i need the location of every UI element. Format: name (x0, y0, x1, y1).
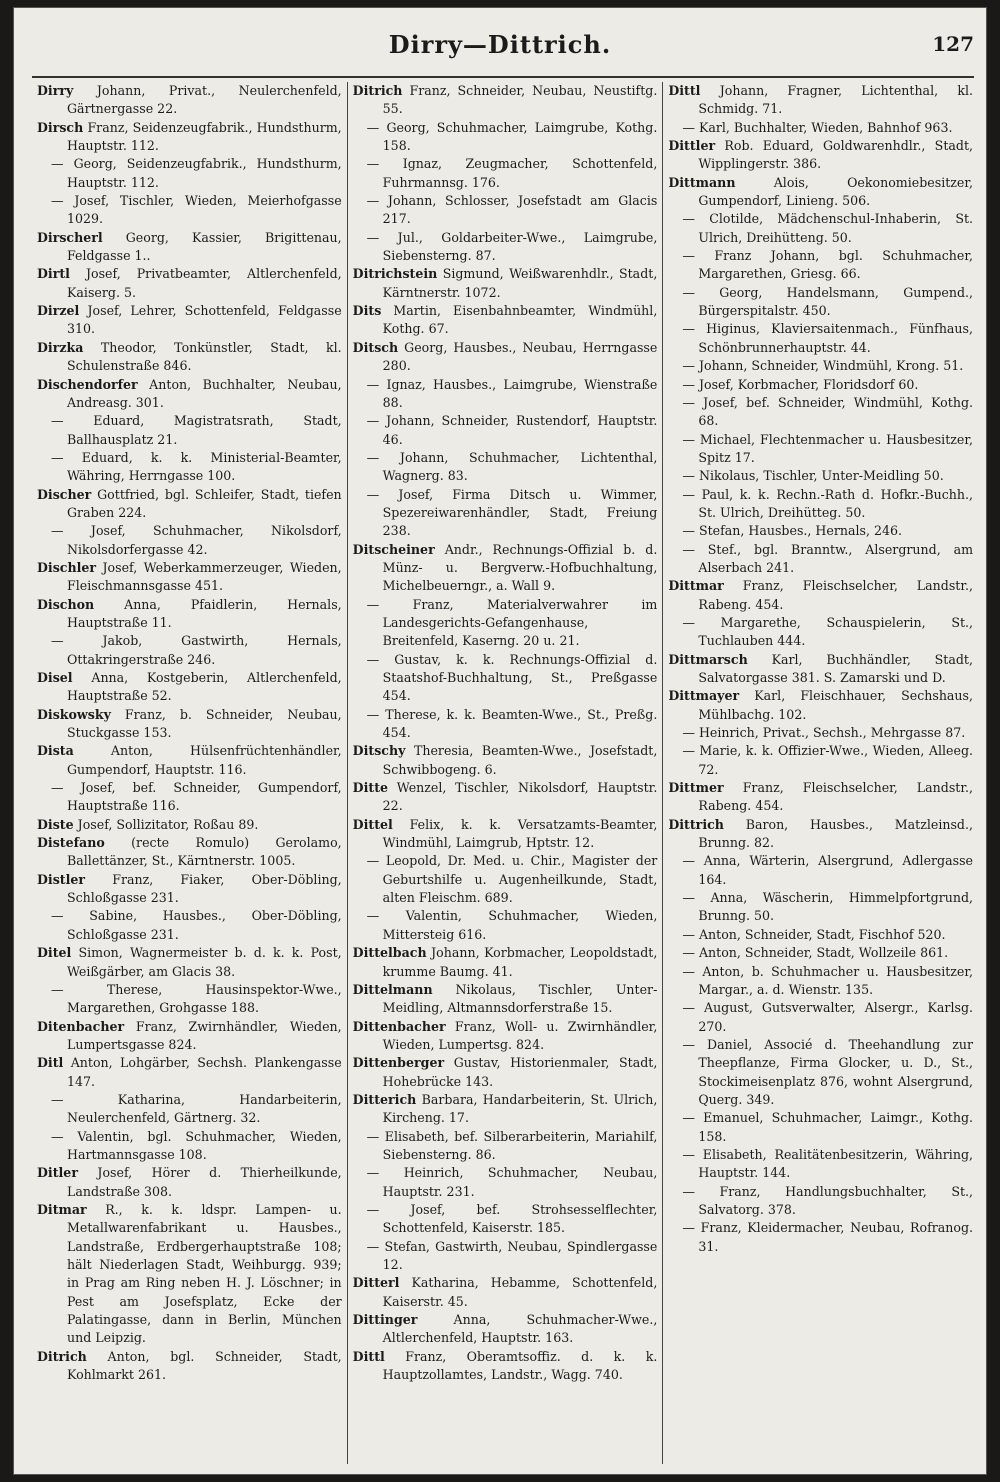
directory-entry (37, 944, 342, 981)
entry-surname: Dits (352, 303, 382, 319)
entry-surname: Disel (37, 670, 73, 685)
entry-text: — Therese, k. k. Beamten-Wwe., St., Preßg. 454. (366, 706, 658, 741)
entry-text: Alois, Oekonomiebesitzer, Gumpendorf, Linieng. 506. (698, 174, 974, 209)
entry-text: — Johann, Schlosser, Josefstadt am Glacis 217. (366, 193, 658, 227)
entry-surname: Discher (37, 486, 92, 502)
directory-entry (37, 1348, 342, 1385)
directory-entry (353, 1348, 658, 1385)
entry-text: Barbara, Handarbeiterin, St. Ulrich, Kircheng. 17. (382, 1091, 658, 1126)
page-header (14, 30, 986, 70)
directory-entry (353, 155, 658, 192)
directory-entry (37, 229, 342, 266)
entry-text: — Gustav, k. k. Rechnungs-Offizial d. Staatshof-Buchhaltung, St., Preßgasse 454. (366, 651, 658, 704)
directory-entry (668, 247, 973, 284)
entry-surname: Ditschy (352, 743, 406, 759)
directory-entry (668, 320, 973, 357)
entry-surname: Dittmarsch (668, 651, 748, 667)
entry-surname: Dischon (37, 596, 95, 612)
directory-entry (353, 706, 658, 743)
entry-surname: Dirscherl (37, 229, 103, 245)
directory-entry (37, 1201, 342, 1348)
entry-text: — Valentin, bgl. Schuhmacher, Wieden, Hartmannsgasse 108. (51, 1128, 342, 1162)
directory-entry (37, 449, 342, 486)
directory-entry (37, 907, 342, 944)
directory-entry (353, 229, 658, 266)
entry-surname: Ditterl (352, 1275, 400, 1291)
entry-text: Anna, Pfaidlerin, Hernals, Hauptstraße 11. (67, 596, 342, 630)
entry-text: — Stefan, Gastwirth, Neubau, Spindlergasse 12. (366, 1238, 658, 1272)
directory-entry (37, 706, 342, 743)
entry-surname: Dittelbach (352, 945, 427, 961)
directory-entry (353, 541, 658, 596)
directory-entry (37, 119, 342, 156)
directory-entry (37, 596, 342, 633)
entry-text: — Stef., bgl. Branntw., Alsergrund, am Alserbach 241. (682, 541, 974, 575)
entry-text: — Josef, bef. Schneider, Gumpendorf, Hauptstraße 116. (51, 780, 342, 814)
entry-text: Sigmund, Weißwarenhdlr., Stadt, Kärntnerstr. 1072. (382, 266, 658, 300)
entry-text: — Josef, Tischler, Wieden, Meierhofgasse 1029. (51, 193, 342, 227)
entry-text: — Franz Johann, bgl. Schuhmacher, Margarethen, Griesg. 66. (682, 248, 974, 282)
directory-entry (37, 981, 342, 1018)
entry-text: Anton, bgl. Schneider, Stadt, Kohlmarkt 261. (67, 1348, 342, 1383)
entry-text: Baron, Hausbes., Matzleinsd., Brunng. 82. (698, 816, 973, 851)
entry-surname: Ditscheiner (352, 541, 435, 557)
entry-text: — Georg, Schuhmacher, Laimgrube, Kothg. 158. (366, 119, 658, 154)
header-rule (32, 76, 974, 78)
entry-surname: Ditrich (352, 83, 403, 98)
directory-entry (668, 944, 973, 962)
directory-entry (37, 559, 342, 596)
directory-entry (37, 1164, 342, 1201)
entry-surname: Ditler (37, 1165, 78, 1181)
directory-entry (37, 816, 342, 834)
entry-text: — Elisabeth, Realitätenbesitzerin, Währing, Hauptstr. 144. (682, 1146, 974, 1181)
entry-text: Josef, Lehrer, Schottenfeld, Feldgasse 310. (67, 303, 342, 337)
entry-surname: Ditrichstein (352, 266, 438, 282)
directory-entry (668, 394, 973, 431)
directory-entry (668, 541, 973, 578)
entry-text: Martin, Eisenbahnbeamter, Windmühl, Kothg. 67. (382, 303, 658, 337)
entry-text: Simon, Wagnermeister b. d. k. k. Post, Weißgärber, am Glacis 38. (67, 945, 342, 979)
directory-entry (37, 669, 342, 706)
entry-surname: Dittler (668, 138, 716, 154)
entry-text: Franz, Fleischselcher, Landstr., Rabeng. 454. (698, 780, 974, 814)
entry-text: — Emanuel, Schuhmacher, Laimgr., Kothg. 158. (682, 1110, 974, 1144)
directory-entry (37, 486, 342, 523)
directory-entry (668, 889, 973, 926)
entry-text: — Franz, Handlungsbuchhalter, St., Salvatorg. 378. (682, 1183, 974, 1217)
directory-entry (353, 1128, 658, 1165)
entry-text: — Daniel, Associé d. Theehandlung zur Theepflanze, Firma Glocker, u. D., St., Stockimeisenplatz 876, wohnt Alsergrund, Querg. 349. (682, 1036, 974, 1107)
entry-surname: Ditterich (352, 1091, 417, 1107)
entry-text: — Josef, Korbmacher, Floridsdorf 60. (682, 376, 919, 392)
columns (32, 82, 978, 1464)
entry-text: Johann, Fragner, Lichtenthal, kl. Schmidg. 71. (698, 83, 974, 117)
entry-surname: Dirzka (37, 339, 84, 355)
entry-text: — Anton, Schneider, Stadt, Fischhof 520. (682, 926, 946, 942)
column-2 (347, 82, 663, 1464)
directory-entry (668, 431, 973, 468)
directory-entry (353, 302, 658, 339)
entry-text: — Franz, Materialverwahrer im Landesgerichts-Gefangenhause, Breitenfeld, Kaserng. 20 u. 21. (366, 596, 658, 649)
directory-entry (668, 357, 973, 375)
directory-entry (353, 265, 658, 302)
directory-entry (353, 596, 658, 651)
directory-entry (668, 999, 973, 1036)
entry-text: Karl, Fleischhauer, Sechshaus, Mühlbachg. 102. (698, 688, 974, 722)
directory-entry (353, 1091, 658, 1128)
column-3 (662, 82, 978, 1464)
directory-entry (668, 926, 973, 944)
entry-text: Anton, Buchhalter, Neubau, Andreasg. 301. (67, 376, 342, 410)
directory-entry (37, 1054, 342, 1091)
entry-text: — Anton, b. Schuhmacher u. Hausbesitzer, Margar., a. d. Wienstr. 135. (682, 963, 974, 997)
directory-entry (668, 651, 973, 688)
directory-entry (353, 651, 658, 706)
entry-text: Josef, Sollizitator, Roßau 89. (77, 816, 259, 832)
entry-text: Josef, Weberkammerzeuger, Wieden, Fleischmannsgasse 451. (67, 559, 342, 594)
entry-text: — Margarethe, Schauspielerin, St., Tuchlauben 444. (682, 614, 974, 649)
entry-text: Franz, Woll- u. Zwirnhändler, Wieden, Lumpertsg. 824. (382, 1018, 658, 1052)
directory-entry (668, 376, 973, 394)
entry-text: Nikolaus, Tischler, Unter-Meidling, Altmannsdorferstraße 15. (382, 981, 658, 1016)
entry-surname: Dista (37, 743, 74, 759)
directory-entry (353, 1054, 658, 1091)
directory-entry (353, 376, 658, 413)
entry-surname: Dittrich (668, 816, 724, 832)
entry-text: Wenzel, Tischler, Nikolsdorf, Hauptstr. 22. (382, 780, 658, 814)
directory-entry (37, 834, 342, 871)
entry-text: — Ignaz, Hausbes., Laimgrube, Wienstraße 88. (366, 376, 658, 410)
directory-entry (353, 1238, 658, 1275)
entry-text: Karl, Buchhändler, Stadt, Salvatorgasse 381. S. Zamarski und D. (698, 651, 973, 685)
entry-text: — Leopold, Dr. Med. u. Chir., Magister der Geburtshilfe u. Augenheilkunde, Stadt, alten Fleischm. 689. (366, 853, 658, 906)
entry-text: Andr., Rechnungs-Offizial b. d. Münz- u. Bergverw.-Hofbuchhaltung, Michelbeuerngr., a. Wall 9. (382, 541, 658, 594)
directory-entry (668, 614, 973, 651)
directory-entry (668, 284, 973, 321)
entry-text: — August, Gutsverwalter, Alsergr., Karlsg. 270. (682, 1000, 974, 1034)
column-1 (32, 82, 347, 1464)
directory-entry (668, 852, 973, 889)
entry-surname: Ditsch (352, 339, 399, 355)
entry-text: (recte Romulo) Gerolamo, Ballettänzer, St., Kärntnerstr. 1005. (67, 835, 342, 869)
entry-text: Franz, Seidenzeugfabrik., Hundsthurm, Hauptstr. 112. (67, 119, 342, 154)
entry-text: Franz, Oberamtsoffiz. d. k. k. Hauptzollamtes, Landstr., Wagg. 740. (382, 1348, 658, 1383)
entry-text: — Stefan, Hausbes., Hernals, 246. (682, 523, 903, 539)
directory-entry (353, 1164, 658, 1201)
directory-entry (37, 632, 342, 669)
directory-entry (353, 82, 658, 119)
entry-text: — Ignaz, Zeugmacher, Schottenfeld, Fuhrmannsg. 176. (366, 156, 658, 190)
directory-entry (668, 137, 973, 174)
entry-text: R., k. k. ldspr. Lampen- u. Metallwarenfabrikant u. Hausbes., Landstraße, Erdbergerhauptstraße 108; hält Niederlagen Stadt, Weihburgg. 939; in Prag am Ring neben H. J. Löschner; in Pest am Josefsplatz, Ecke der Palatingasse, dann in Berlin, München und Leipzig. (67, 1201, 342, 1346)
entry-surname: Ditenbacher (37, 1018, 125, 1034)
entry-surname: Distefano (37, 835, 105, 851)
entry-surname: Dittmar (668, 578, 724, 594)
entry-text: Anton, Hülsenfrüchtenhändler, Gumpendorf, Hauptstr. 116. (67, 743, 342, 777)
directory-entry (353, 1311, 658, 1348)
entry-text: Katharina, Hebamme, Schottenfeld, Kaiserstr. 45. (382, 1275, 658, 1309)
entry-surname: Dittmayer (668, 688, 740, 704)
directory-entry (353, 852, 658, 907)
entry-surname: Dirry (37, 83, 74, 98)
entry-text: — Eduard, Magistratsrath, Stadt, Ballhausplatz 21. (51, 413, 342, 447)
directory-entry (37, 1128, 342, 1165)
entry-text: — Michael, Flechtenmacher u. Hausbesitzer, Spitz 17. (682, 431, 974, 465)
directory-entry (668, 1219, 973, 1256)
directory-entry (668, 82, 973, 119)
entry-text: — Katharina, Handarbeiterin, Neulerchenfeld, Gärtnerg. 32. (51, 1091, 342, 1126)
entry-surname: Dittenberger (352, 1055, 445, 1071)
entry-text: — Elisabeth, bef. Silberarbeiterin, Mariahilf, Siebensterng. 86. (366, 1128, 658, 1162)
entry-text: Franz, Fleischselcher, Landstr., Rabeng. 454. (698, 578, 974, 612)
entry-text: Anna, Schuhmacher-Wwe., Altlerchenfeld, Hauptstr. 163. (382, 1312, 658, 1346)
entry-text: Anton, Lohgärber, Sechsh. Plankengasse 147. (67, 1055, 342, 1089)
directory-entry (353, 779, 658, 816)
entry-text: — Josef, bef. Schneider, Windmühl, Kothg. 68. (682, 394, 974, 429)
entry-text: Rob. Eduard, Goldwarenhdlr., Stadt, Wipplingerstr. 386. (698, 138, 974, 172)
entry-text: — Georg, Handelsmann, Gumpend., Bürgerspitalstr. 450. (682, 284, 974, 319)
directory-entry (353, 981, 658, 1018)
directory-entry (668, 724, 973, 742)
directory-entry (668, 1146, 973, 1183)
entry-text: Josef, Privatbeamter, Altlerchenfeld, Kaiserg. 5. (67, 266, 342, 300)
entry-text: — Heinrich, Privat., Sechsh., Mehrgasse 87. (682, 725, 966, 741)
directory-entry (353, 816, 658, 853)
directory-entry (668, 486, 973, 523)
directory-entry (353, 1018, 658, 1055)
directory-entry (668, 742, 973, 779)
entry-text: — Johann, Schneider, Windmühl, Krong. 51. (682, 358, 964, 374)
entry-text: — Jakob, Gastwirth, Hernals, Ottakringerstraße 246. (51, 633, 342, 667)
directory-entry (668, 577, 973, 614)
directory-entry (37, 265, 342, 302)
directory-entry (37, 155, 342, 192)
entry-text: — Clotilde, Mädchenschul-Inhaberin, St. Ulrich, Dreihütteng. 50. (682, 211, 974, 245)
directory-entry (37, 302, 342, 339)
directory-entry (353, 1274, 658, 1311)
entry-surname: Dittmann (668, 174, 736, 190)
directory-entry (668, 1183, 973, 1220)
directory-entry (668, 779, 973, 816)
directory-entry (37, 522, 342, 559)
directory-entry (37, 1018, 342, 1055)
entry-text: — Higinus, Klaviersaitenmach., Fünfhaus, Schönbrunnerhauptstr. 44. (682, 321, 974, 355)
entry-text: Johann, Korbmacher, Leopoldstadt, krumme Baumg. 41. (382, 945, 658, 979)
entry-text: — Josef, Schuhmacher, Nikolsdorf, Nikolsdorfergasse 42. (51, 523, 342, 557)
entry-text: Franz, Zwirnhändler, Wieden, Lumpertsgasse 824. (67, 1018, 342, 1052)
entry-text: Johann, Privat., Neulerchenfeld, Gärtnergasse 22. (67, 83, 342, 117)
directory-entry (668, 1036, 973, 1109)
entry-text: — Josef, Firma Ditsch u. Wimmer, Spezereiwarenhändler, Stadt, Freiung 238. (366, 486, 658, 539)
entry-text: Theodor, Tonkünstler, Stadt, kl. Schulenstraße 846. (67, 339, 342, 374)
directory-entry (37, 192, 342, 229)
entry-text: Anna, Kostgeberin, Altlerchenfeld, Hauptstraße 52. (67, 670, 342, 704)
entry-surname: Dittelmann (352, 981, 433, 997)
page-title: Dirry—Dittrich. (388, 30, 612, 59)
directory-entry (353, 412, 658, 449)
directory-entry (37, 871, 342, 908)
directory-entry (668, 963, 973, 1000)
entry-surname: Diste (37, 816, 74, 832)
directory-entry (668, 522, 973, 540)
entry-surname: Diskowsky (37, 706, 111, 722)
entry-text: — Paul, k. k. Rechn.-Rath d. Hofkr.-Buchh., St. Ulrich, Dreihütteg. 50. (682, 486, 974, 520)
entry-surname: Dittel (352, 816, 393, 832)
entry-surname: Ditrich (37, 1348, 87, 1364)
entry-text: — Georg, Seidenzeugfabrik., Hundsthurm, Hauptstr. 112. (51, 156, 342, 190)
directory-entry (37, 779, 342, 816)
entry-text: Gottfried, bgl. Schleifer, Stadt, tiefen Graben 224. (67, 486, 342, 520)
entry-surname: Dittmer (668, 780, 724, 796)
directory-entry (353, 486, 658, 541)
entry-text: Georg, Hausbes., Neubau, Herrngasse 280. (382, 339, 658, 374)
entry-surname: Ditl (37, 1055, 64, 1071)
directory-entry (37, 82, 342, 119)
entry-surname: Dittinger (352, 1312, 418, 1328)
entry-text: Franz, Schneider, Neubau, Neustiftg. 55. (382, 83, 658, 117)
entry-text: — Marie, k. k. Offizier-Wwe., Wieden, Alleeg. 72. (682, 743, 974, 777)
entry-text: Felix, k. k. Versatzamts-Beamter, Windmühl, Laimgrub, Hptstr. 12. (382, 816, 658, 851)
entry-text: — Eduard, k. k. Ministerial-Beamter, Währing, Herrngasse 100. (51, 449, 342, 484)
directory-entry (668, 816, 973, 853)
directory-entry (668, 467, 973, 485)
entry-surname: Ditmar (37, 1201, 87, 1217)
directory-entry (37, 1091, 342, 1128)
entry-surname: Dittenbacher (352, 1018, 446, 1034)
entry-text: Georg, Kassier, Brigittenau, Feldgasse 1.. (67, 229, 342, 264)
directory-entry (353, 339, 658, 376)
directory-entry (37, 412, 342, 449)
entry-text: Franz, Fiaker, Ober-Döbling, Schloßgasse 231. (67, 871, 342, 906)
entry-surname: Dittl (668, 83, 701, 98)
entry-surname: Dirsch (37, 119, 84, 135)
directory-entry (353, 742, 658, 779)
entry-text: Theresia, Beamten-Wwe., Josefstadt, Schwibbogeng. 6. (382, 743, 658, 777)
entry-text: — Anton, Schneider, Stadt, Wollzeile 861. (682, 945, 949, 961)
entry-surname: Dirzel (37, 303, 80, 319)
entry-surname: Distler (37, 871, 86, 887)
directory-entry (353, 1201, 658, 1238)
entry-text: — Johann, Schneider, Rustendorf, Hauptstr. 46. (366, 413, 658, 447)
directory-entry (668, 687, 973, 724)
entry-text: — Heinrich, Schuhmacher, Neubau, Hauptstr. 231. (366, 1165, 658, 1199)
entry-text: — Josef, bef. Strohsesselflechter, Schottenfeld, Kaiserstr. 185. (366, 1201, 658, 1236)
entry-surname: Dirtl (37, 266, 70, 282)
entry-text: — Therese, Hausinspektor-Wwe., Margarethen, Grohgasse 188. (51, 981, 342, 1016)
entry-text: — Karl, Buchhalter, Wieden, Bahnhof 963. (682, 119, 953, 135)
entry-surname: Dittl (352, 1348, 385, 1364)
directory-entry (353, 192, 658, 229)
entry-text: — Jul., Goldarbeiter-Wwe., Laimgrube, Siebensterng. 87. (366, 229, 658, 264)
entry-surname: Ditel (37, 945, 72, 961)
directory-entry (353, 119, 658, 156)
directory-entry (668, 119, 973, 137)
directory-page (14, 8, 986, 1474)
directory-entry (353, 907, 658, 944)
directory-entry (668, 174, 973, 211)
entry-text: — Anna, Wäscherin, Himmelpfortgrund, Brunng. 50. (682, 890, 974, 924)
directory-entry (37, 742, 342, 779)
entry-text: Gustav, Historienmaler, Stadt, Hohebrücke 143. (382, 1055, 658, 1089)
directory-entry (353, 944, 658, 981)
entry-surname: Dischler (37, 559, 97, 575)
entry-text: Franz, b. Schneider, Neubau, Stuckgasse 153. (67, 706, 342, 741)
directory-entry (668, 210, 973, 247)
entry-text: — Johann, Schuhmacher, Lichtenthal, Wagnerg. 83. (366, 449, 658, 484)
entry-text: Josef, Hörer d. Thierheilkunde, Landstraße 308. (67, 1165, 342, 1199)
page-number: 127 (932, 32, 974, 56)
entry-text: — Anna, Wärterin, Alsergrund, Adlergasse 164. (682, 853, 974, 887)
entry-text: — Valentin, Schuhmacher, Wieden, Mittersteig 616. (366, 908, 658, 942)
entry-text: — Franz, Kleidermacher, Neubau, Rofranog. 31. (682, 1220, 974, 1254)
entry-text: — Sabine, Hausbes., Ober-Döbling, Schloßgasse 231. (51, 908, 342, 942)
directory-entry (668, 1109, 973, 1146)
directory-entry (353, 449, 658, 486)
entry-surname: Ditte (352, 780, 389, 796)
directory-entry (37, 376, 342, 413)
directory-entry (37, 339, 342, 376)
entry-surname: Dischendorfer (37, 376, 138, 392)
entry-text: — Nikolaus, Tischler, Unter-Meidling 50. (682, 468, 944, 484)
